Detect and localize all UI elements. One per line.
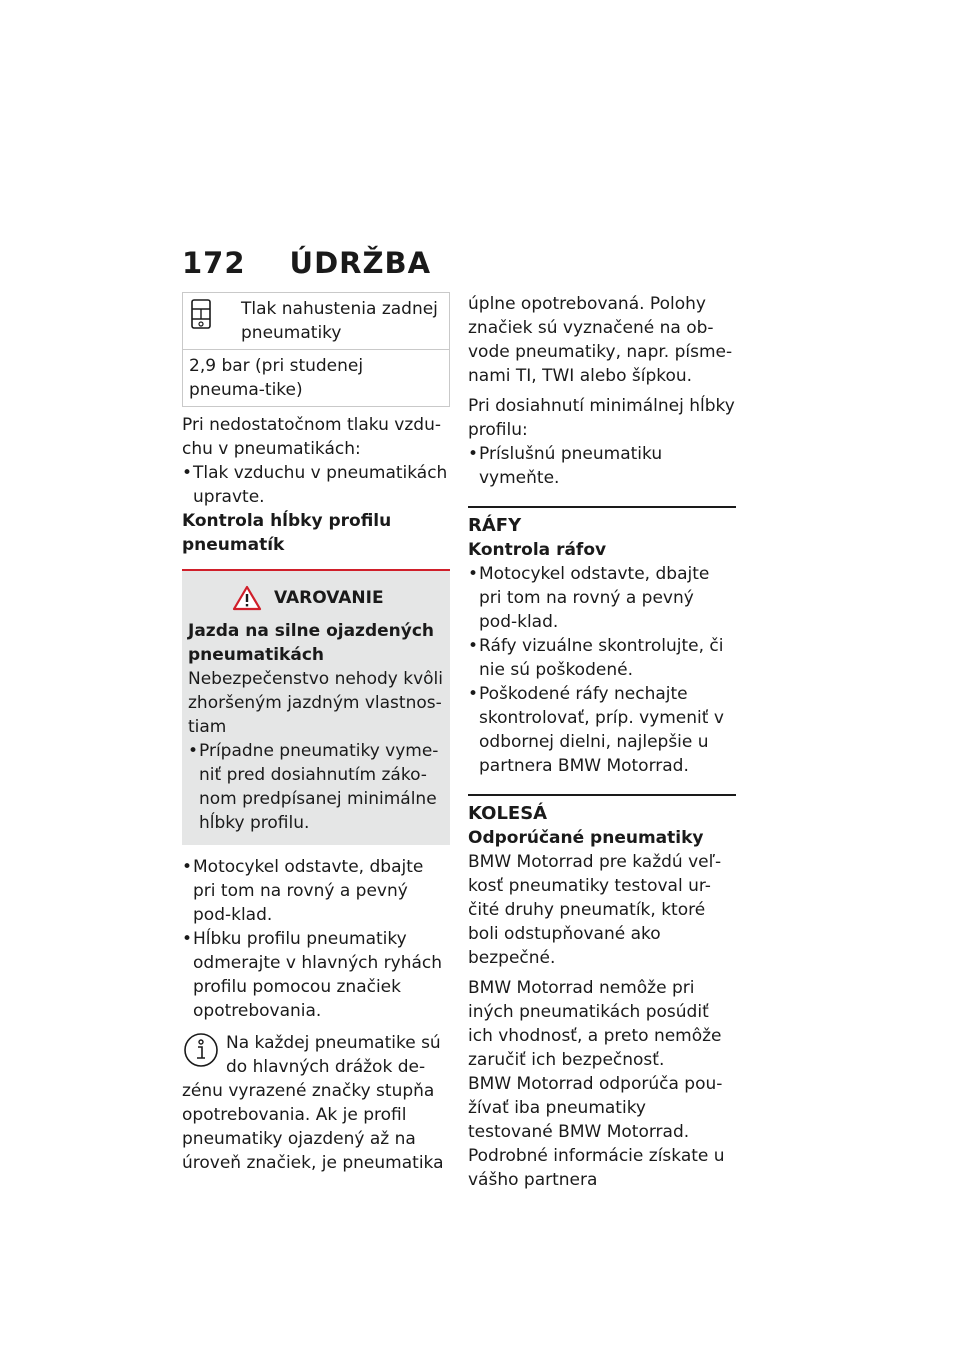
bullet-park-motorcycle-2: • Motocykel odstavte, dbajte pri tom na rovný a pevný pod-klad. — [468, 562, 736, 634]
spec-icon-cell — [183, 293, 236, 350]
bullet-inspect-rims: • Ráfy vizuálne skontrolujte, či nie sú poškodené. — [468, 634, 736, 682]
section-title-rims: RÁFY — [468, 515, 522, 536]
recommended-text-3: BMW Motorrad odporúča pou-žívať iba pneumatiky testované BMW Motorrad. — [468, 1074, 723, 1142]
bullet-replace-tire: • Príslušnú pneumatiku vymeňte. — [468, 442, 736, 490]
spec-label — [235, 293, 450, 350]
right-column — [468, 292, 736, 1192]
subtitle-recommended-tires: Odporúčané pneumatiky — [468, 828, 704, 848]
subtitle-check-rims: Kontrola ráfov — [468, 540, 607, 560]
spec-value: 2,9 bar (pri studenej pneuma-tike) — [189, 356, 364, 400]
recommended-text-2: BMW Motorrad nemôže pri iných pneumatikách posúdiť ich vhodnosť, a preto nemôže zaručiť ich bezpečnosť. — [468, 978, 722, 1070]
page-number: 172 — [182, 246, 246, 280]
warning-text: Nebezpečenstvo nehody kvôli zhoršeným jazdným vlastnos-tiam — [188, 669, 443, 737]
warning-subtitle: Jazda na silne ojazdených pneumatikách — [188, 621, 435, 665]
page-header — [182, 246, 431, 280]
bullet-damaged-rims: • Poškodené ráfy nechajte skontrolovať, príp. vymeniť v odbornej dielni, najlepšie u partnera BMW Motorrad. — [468, 682, 736, 778]
bullet-measure-depth: • Hĺbku profilu pneumatiky odmerajte v hlavných ryhách profilu pomocou značiek opotrebovania. — [182, 927, 450, 1023]
info-text-start: Na každej pneumatike sú do hlavných drážok de- — [226, 1033, 441, 1077]
warning-header — [232, 585, 444, 611]
info-text-rest: zénu vyrazené značky stupňa opotrebovania. Ak je profil pneumatiky ojazdený až na úroveň značiek, je pneumatika — [182, 1081, 444, 1173]
section-title-wheels: KOLESÁ — [468, 803, 548, 824]
section-rims — [468, 506, 736, 778]
section-title-tread-depth: Kontrola hĺbky profilu pneumatík — [182, 511, 392, 555]
left-column — [182, 292, 450, 1175]
tire-pressure-spec — [182, 292, 450, 407]
spec-label-line1: Tlak nahustenia zadnej — [241, 299, 438, 319]
warning-bullet: • Prípadne pneumatiky vyme-niť pred dosiahnutím záko-nom predpísanej minimálne hĺbky profilu. — [188, 739, 444, 835]
bullet-adjust-pressure: • Tlak vzduchu v pneumatikách upravte. — [182, 461, 450, 509]
low-pressure-text: Pri nedostatočnom tlaku vzdu-chu v pneumatikách: — [182, 415, 441, 459]
bullet-park-motorcycle: • Motocykel odstavte, dbajte pri tom na rovný a pevný pod-klad. — [182, 855, 450, 927]
info-icon — [182, 1031, 220, 1069]
warning-triangle-icon — [232, 585, 262, 611]
info-note — [182, 1031, 450, 1079]
wear-marks-text: úplne opotrebovaná. Polohy značiek sú vyznačené na ob-vode pneumatiky, napr. písme-nami TI, TWI alebo šípkou. — [468, 294, 733, 386]
warning-label: VAROVANIE — [274, 588, 384, 608]
recommended-text-1: BMW Motorrad pre každú veľ-kosť pneumatiky testoval ur-čité druhy pneumatík, ktoré boli odstupňované ako bezpečné. — [468, 852, 722, 968]
spec-label-line2: pneumatiky — [241, 323, 342, 343]
warning-box — [182, 569, 450, 845]
chapter-title: ÚDRŽBA — [289, 246, 432, 280]
tire-gauge-icon — [189, 297, 219, 333]
section-wheels — [468, 794, 736, 1192]
recommended-text-4: Podrobné informácie získate u vášho partnera — [468, 1146, 725, 1190]
min-depth-text: Pri dosiahnutí minimálnej hĺbky profilu: — [468, 396, 735, 440]
